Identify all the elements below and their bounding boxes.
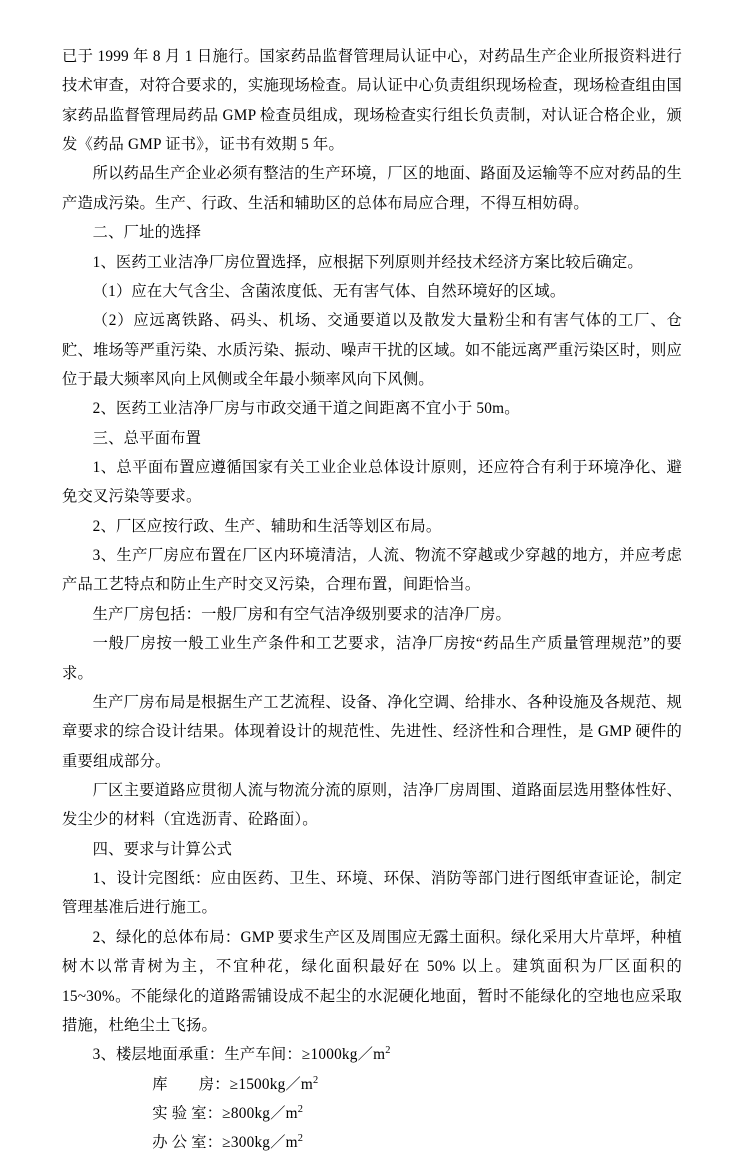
paragraph: 生产厂房包括：一般厂房和有空气洁净级别要求的洁净厂房。 [92, 605, 512, 623]
floor-load-list [62, 1040, 682, 1157]
paragraph: （2）应远离铁路、码头、机场、交通要道以及散发大量粉尘和有害气体的工厂、仓贮、堆场等严重污染、水质污染、振动、噪声干扰的区域。如不能远离严重污染区时，则应位于最大频率风向上风侧或全年最小频率风向下风侧。 [62, 312, 682, 388]
paragraph: 厂区主要道路应贯彻人流与物流分流的原则，洁净厂房周围、道路面层选用整体性好、发尘少的材料（宜选沥青、砼路面）。 [62, 781, 682, 829]
paragraph: 一般厂房按一般工业生产条件和工艺要求，洁净厂房按“药品生产质量管理规范”的要求。 [62, 635, 682, 682]
paragraph: 1、医药工业洁净厂房位置选择，应根据下列原则并经技术经济方案比较后确定。 [92, 253, 643, 271]
floor-load-lead: 3、楼层地面承重： [92, 1046, 225, 1064]
paragraph: 已于 1999 年 8 月 1 日施行。国家药品监督管理局认证中心，对药品生产企业所报资料进行技术审查，对符合要求的，实施现场检查。局认证中心负责组织现场检查，现场检查组由国家药品监督管理局药品 GMP 检查员组成，现场检查实行组长负责制，对认证合格企业，颁发《药品 GMP 证书》，证书有效期 5 年。 [62, 48, 682, 154]
section-heading: 二、厂址的选择 [92, 224, 202, 242]
floor-load-value: ≥1000kg／m [301, 1046, 386, 1064]
floor-load-label: 实 验 室： [152, 1104, 223, 1122]
floor-load-value: ≥800kg／m [222, 1104, 298, 1122]
section-heading: 四、要求与计算公式 [92, 840, 233, 858]
paragraph: 2、厂区应按行政、生产、辅助和生活等划区布局。 [92, 517, 442, 535]
floor-load-row [62, 1128, 682, 1157]
paragraph: 所以药品生产企业必须有整洁的生产环境，厂区的地面、路面及运输等不应对药品的生产造成污染。生产、行政、生活和辅助区的总体布局应合理，不得互相妨碍。 [62, 165, 682, 212]
floor-load-label: 生产车间： [224, 1046, 302, 1064]
document-body [62, 42, 682, 1158]
floor-load-value: ≥1500kg／m [229, 1075, 314, 1093]
paragraph: 2、绿化的总体布局：GMP 要求生产区及周围应无露土面积。绿化采用大片草坪，种植树木以常青树为主，不宜种花，绿化面积最好在 50% 以上。建筑面积为厂区面积的 15~30%。不能绿化的道路需铺设成不起尘的水泥硬化地面，暂时不能绿化的空地也应采取措施，杜绝尘土飞扬。 [62, 928, 682, 1034]
floor-load-label: 库 房： [152, 1075, 230, 1093]
paragraph: 1、设计完图纸：应由医药、卫生、环境、环保、消防等部门进行图纸审查证论，制定管理基准后进行施工。 [62, 870, 682, 917]
floor-load-unit-exponent: 2 [297, 1103, 304, 1115]
floor-load-row [62, 1040, 682, 1069]
floor-load-label: 办 公 室： [152, 1134, 223, 1152]
floor-load-unit-exponent: 2 [313, 1074, 319, 1086]
floor-load-unit-exponent: 2 [297, 1133, 304, 1145]
floor-load-unit-exponent: 2 [385, 1045, 391, 1057]
floor-load-row [62, 1070, 682, 1099]
paragraph: 1、总平面布置应遵循国家有关工业企业总体设计原则，还应符合有利于环境净化、避免交叉污染等要求。 [62, 459, 682, 506]
paragraph: （1）应在大气含尘、含菌浓度低、无有害气体、自然环境好的区域。 [92, 282, 566, 300]
floor-load-row [62, 1099, 682, 1128]
paragraph: 生产厂房布局是根据生产工艺流程、设备、净化空调、给排水、各种设施及各规范、规章要求的综合设计结果。体现着设计的规范性、先进性、经济性和合理性，是 GMP 硬件的重要组成部分。 [62, 693, 682, 770]
paragraph: 3、生产厂房应布置在厂区内环境清洁，人流、物流不穿越或少穿越的地方，并应考虑产品工艺特点和防止生产时交叉污染，合理布置，间距恰当。 [62, 547, 682, 594]
floor-load-value: ≥300kg／m [222, 1134, 298, 1152]
section-heading: 三、总平面布置 [92, 429, 202, 447]
paragraph: 2、医药工业洁净厂房与市政交通干道之间距离不宜小于 50m。 [92, 400, 520, 418]
